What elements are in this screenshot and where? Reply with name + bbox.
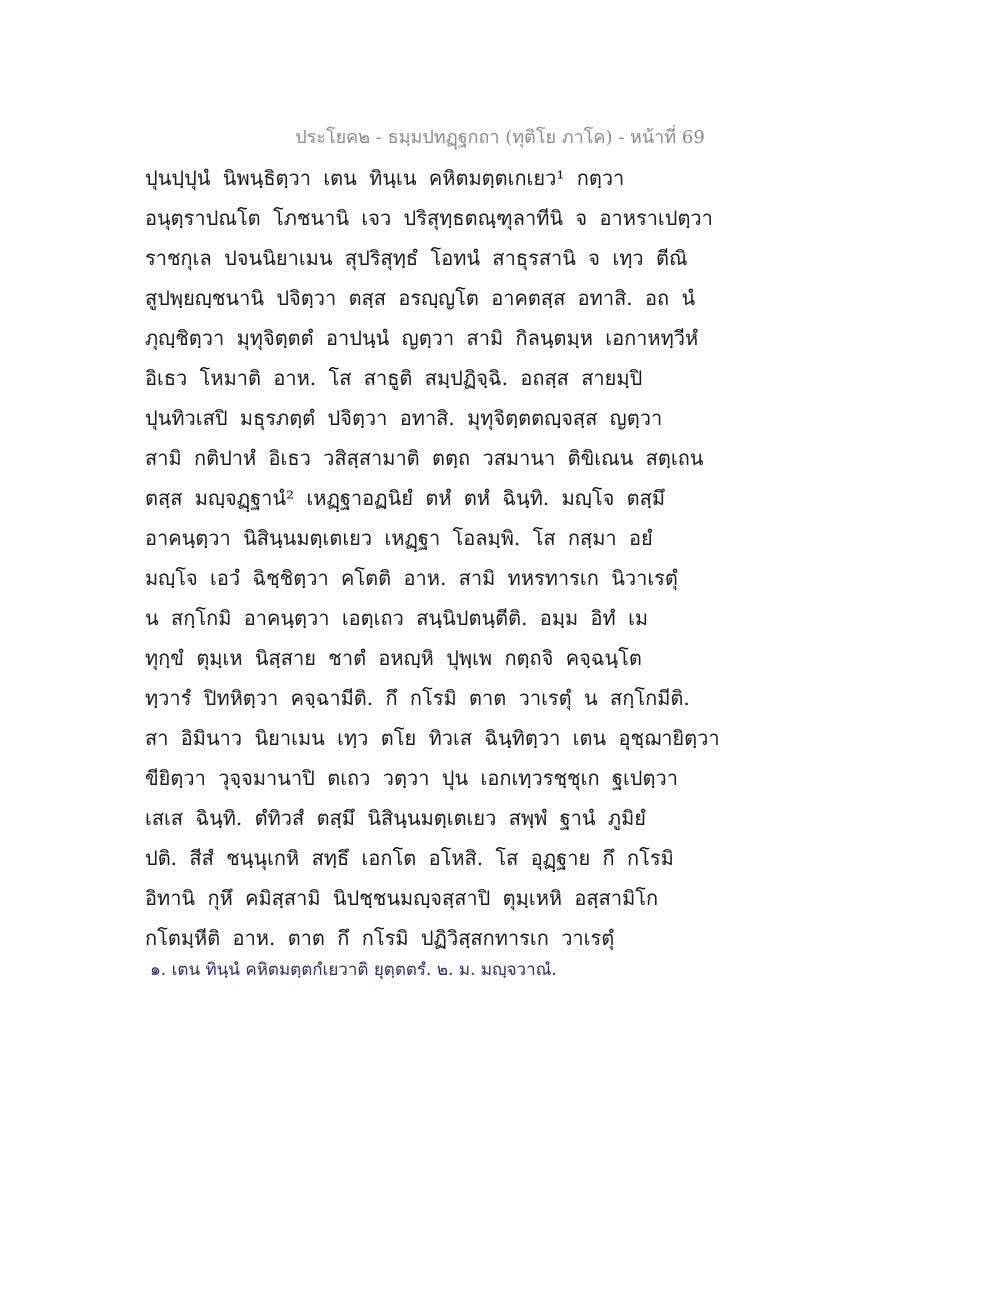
text-line: ราชกุเล ปจนนิยาเมน สุปริสุทฺธํ โอทนํ สาธุรสานิ จ เทฺว ตีณิ	[145, 246, 688, 270]
text-line: ทฺวารํ ปิทหิตฺวา คจฺฉามีติ. กึ กโรมิ ตาต วาเรตุํ น สกฺโกมีติ.	[145, 686, 690, 710]
text-line: น สกฺโกมิ อาคนฺตฺวา เอตฺเถว สนฺนิปตนฺตีติ. อมฺม อิทํ เม	[145, 606, 649, 630]
footnote-text: ๑. เตน ทินฺนํ คหิตมตฺตกํเยวาติ ยุตฺตตรํ. ๒. ม. มญฺจวาณํ.	[150, 960, 557, 980]
body-text	[145, 158, 865, 958]
text-line: ปติ. สีสํ ชนฺนุเกหิ สทฺธึ เอกโต อโหสิ. โส อุฏฺฐาย กึ กโรมิ	[145, 846, 674, 870]
text-line: เสเส ฉินฺทิ. ตํทิวสํ ตสฺมึ นิสินฺนมตฺเตเยว สพฺพํ ฐานํ ภูมิยํ	[145, 806, 647, 830]
text-line: มญฺโจ เอวํ ฉิชฺชิตฺวา คโตติ อาห. สามิ ทหรทารเก นิวาเรตุํ	[145, 566, 678, 590]
text-line: ปุนปฺปุนํ นิพนฺธิตฺวา เตน ทินฺเน คหิตมตฺตเกเยว¹ กตฺวา	[145, 166, 625, 190]
text-line: อนุตฺราปณโต โภชนานิ เจว ปริสุทฺธตณฺฑุลาทีนิ จ อาหราเปตฺวา	[145, 206, 713, 230]
text-line: อิเธว โหมาติ อาห. โส สาธูติ สมฺปฏิจฺฉิ. อถสฺส สายมฺปิ	[145, 366, 643, 390]
footnote	[150, 956, 850, 983]
running-header	[0, 122, 1000, 151]
text-line: อาคนฺตฺวา นิสินฺนมตฺเตเยว เหฏฺฐา โอลมฺพิ. โส กสฺมา อยํ	[145, 526, 653, 550]
text-line: ปุนทิวเสปิ มธุรภตฺตํ ปจิตฺวา อทาสิ. มุทุจิตฺตตญฺจสฺส ญตฺวา	[145, 406, 663, 430]
text-line: สูปพฺยญฺชนานิ ปจิตฺวา ตสฺส อรญฺญโต อาคตสฺส อทาสิ. อถ นํ	[145, 286, 696, 310]
text-line: สามิ กติปาหํ อิเธว วสิสฺสามาติ ตตฺถ วสมานา ติขิเณน สตฺเถน	[145, 446, 704, 470]
running-title: ประโยค๒ - ธมฺมปทฏฺฐกถา (ทุติโย ภาโค) - หน้าที่ 69	[295, 127, 705, 148]
text-line: ตสฺส มญฺจฏฺฐานํ² เหฏฺฐาอฏนิยํ ตหํ ตหํ ฉินฺทิ. มญฺโจ ตสฺมึ	[145, 486, 666, 510]
text-line: กโตมฺหีติ อาห. ตาต กึ กโรมิ ปฏิวิสฺสกทารเก วาเรตุํ	[145, 926, 615, 950]
text-line: อิทานิ กุหึ คมิสฺสามิ นิปชฺชนมญฺจสฺสาปิ ตุมฺเหหิ อสฺสามิโก	[145, 886, 659, 910]
text-line: ทุกฺขํ ตุมฺเห นิสฺสาย ชาตํ อหญฺหิ ปุพฺเพ กตฺถจิ คจฺฉนฺโต	[145, 646, 642, 670]
text-line: ขียิตฺวา วุจฺจมานาปิ ตเถว วตฺวา ปุน เอกเทฺวรชฺชุเก ฐเปตฺวา	[145, 766, 678, 790]
text-line: ภุญฺชิตฺวา มุทุจิตฺตตํ อาปนฺนํ ญตฺวา สามิ กิลนฺตมฺห เอกาหทฺวีหํ	[145, 326, 699, 350]
text-line: สา อิมินาว นิยาเมน เทฺว ตโย ทิวเส ฉินฺทิตฺวา เตน อุชฺฌายิตฺวา	[145, 726, 720, 750]
